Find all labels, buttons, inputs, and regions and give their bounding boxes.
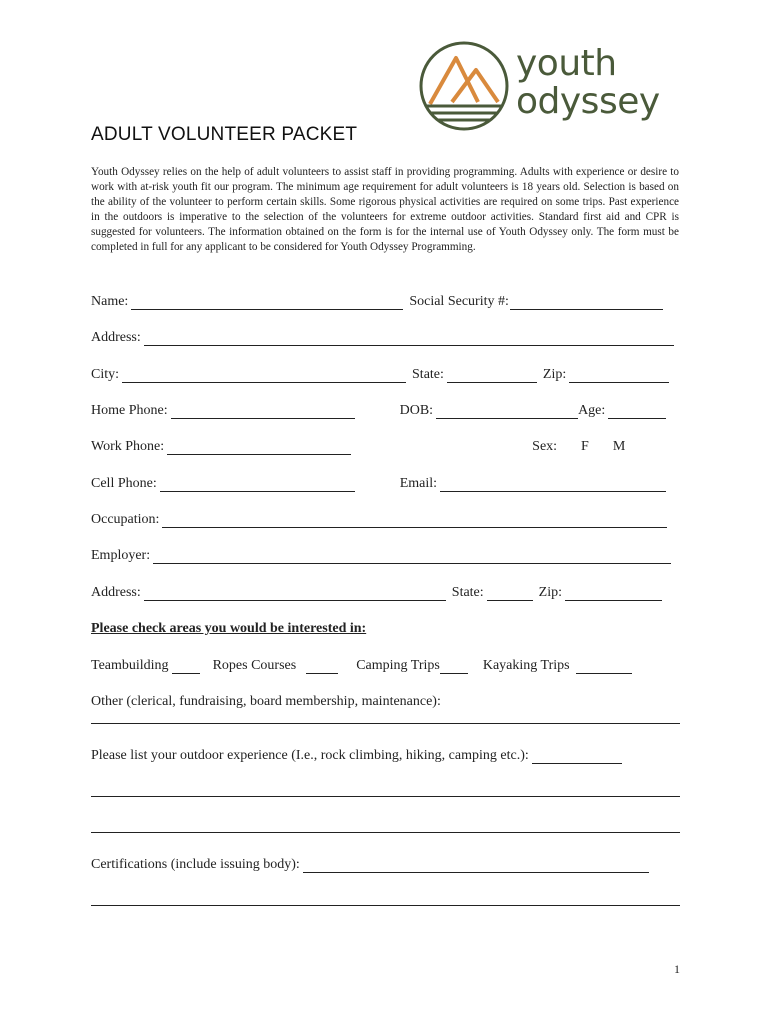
dob-field[interactable] [436,404,578,419]
ropes-courses-label: Ropes Courses [212,658,297,673]
cell-phone-field[interactable] [160,477,355,492]
home-phone-label: Home Phone: [91,403,168,418]
mountain-logo-icon [418,40,510,132]
page-number: 1 [674,962,680,976]
employer-zip-label: Zip: [538,585,563,600]
employer-address-label: Address: [91,585,141,600]
logo-word-odyssey: odyssey [516,81,660,122]
certifications-answer-line[interactable] [91,905,680,906]
sex-label: Sex: [532,439,558,454]
row-outdoor-experience [91,742,680,764]
row-home-phone [91,397,680,419]
row-certifications [91,851,680,873]
kayaking-trips-checkbox[interactable] [576,659,632,674]
ropes-courses-checkbox[interactable] [306,659,338,674]
email-field[interactable] [440,477,666,492]
email-label: Email: [399,476,438,491]
row-name [91,288,680,310]
occupation-label: Occupation: [91,512,160,527]
camping-trips-checkbox[interactable] [440,659,468,674]
employer-state-field[interactable] [487,586,533,601]
other-label: Other (clerical, fundraising, board membership, maintenance): [91,694,441,709]
dob-label: DOB: [399,403,434,418]
teambuilding-checkbox[interactable] [172,659,200,674]
intro-paragraph: Youth Odyssey relies on the help of adult volunteers to assist staff in providing programming. Adults with experience or desire to work with at-risk youth fit our program. The minimum age requirement for adult volunteers is 18 years old. Selection is based on the ability of the volunteer to perform certain skills. Some rigorous physical activities are required on some trips. Past experience in the outdoors is imperative to the selection of the volunteers for extreme outdoor activities. Standard first aid and CPR is suggested for volunteers. The information obtained on the form is for the internal use of Youth Odyssey only. The form must be completed in full for any applicant to be considered for Youth Odyssey Programming. [91,166,679,254]
camping-trips-label: Camping Trips [356,658,440,673]
row-cell-phone [91,470,680,492]
sex-option-f[interactable]: F [581,439,589,454]
outdoor-experience-field[interactable] [532,749,622,764]
outdoor-experience-label: Please list your outdoor experience (I.e., rock climbing, hiking, camping etc.): [91,748,529,763]
employer-zip-field[interactable] [565,586,662,601]
zip-label: Zip: [542,367,567,382]
age-field[interactable] [608,404,666,419]
name-label: Name: [91,294,129,309]
employer-address-field[interactable] [144,586,446,601]
teambuilding-label: Teambuilding [91,658,169,673]
sex-option-m[interactable]: M [612,439,626,454]
outdoor-answer-line-2[interactable] [91,832,680,833]
interests-heading: Please check areas you would be interested in: [91,621,367,636]
city-label: City: [91,367,120,382]
age-label: Age: [578,403,606,418]
work-phone-field[interactable] [167,440,351,455]
cell-phone-label: Cell Phone: [91,476,157,491]
address-field[interactable] [144,331,674,346]
outdoor-answer-line-1[interactable] [91,796,680,797]
work-phone-label: Work Phone: [91,439,165,454]
logo-word-youth: youth [516,43,617,84]
state-field[interactable] [447,368,537,383]
row-occupation [91,506,680,528]
row-other [91,688,680,710]
row-interests-heading [91,615,680,637]
home-phone-field[interactable] [171,404,355,419]
youth-odyssey-logo [418,40,678,132]
row-work-phone [91,433,680,455]
employer-state-label: State: [451,585,484,600]
ssn-field[interactable] [510,295,663,310]
occupation-field[interactable] [162,513,667,528]
kayaking-trips-label: Kayaking Trips [482,658,570,673]
employer-field[interactable] [153,549,671,564]
city-field[interactable] [122,368,406,383]
row-interests [91,652,680,674]
certifications-label: Certifications (include issuing body): [91,857,300,872]
row-employer [91,542,680,564]
page-title: ADULT VOLUNTEER PACKET [91,124,358,145]
state-label: State: [412,367,444,382]
employer-label: Employer: [91,548,151,563]
certifications-field[interactable] [303,858,649,873]
row-address [91,324,680,346]
row-city [91,361,680,383]
address-label: Address: [91,330,141,345]
ssn-label: Social Security #: [409,294,509,309]
row-employer-address [91,579,680,601]
name-field[interactable] [131,295,403,310]
other-answer-line[interactable] [91,723,680,724]
zip-field[interactable] [569,368,669,383]
